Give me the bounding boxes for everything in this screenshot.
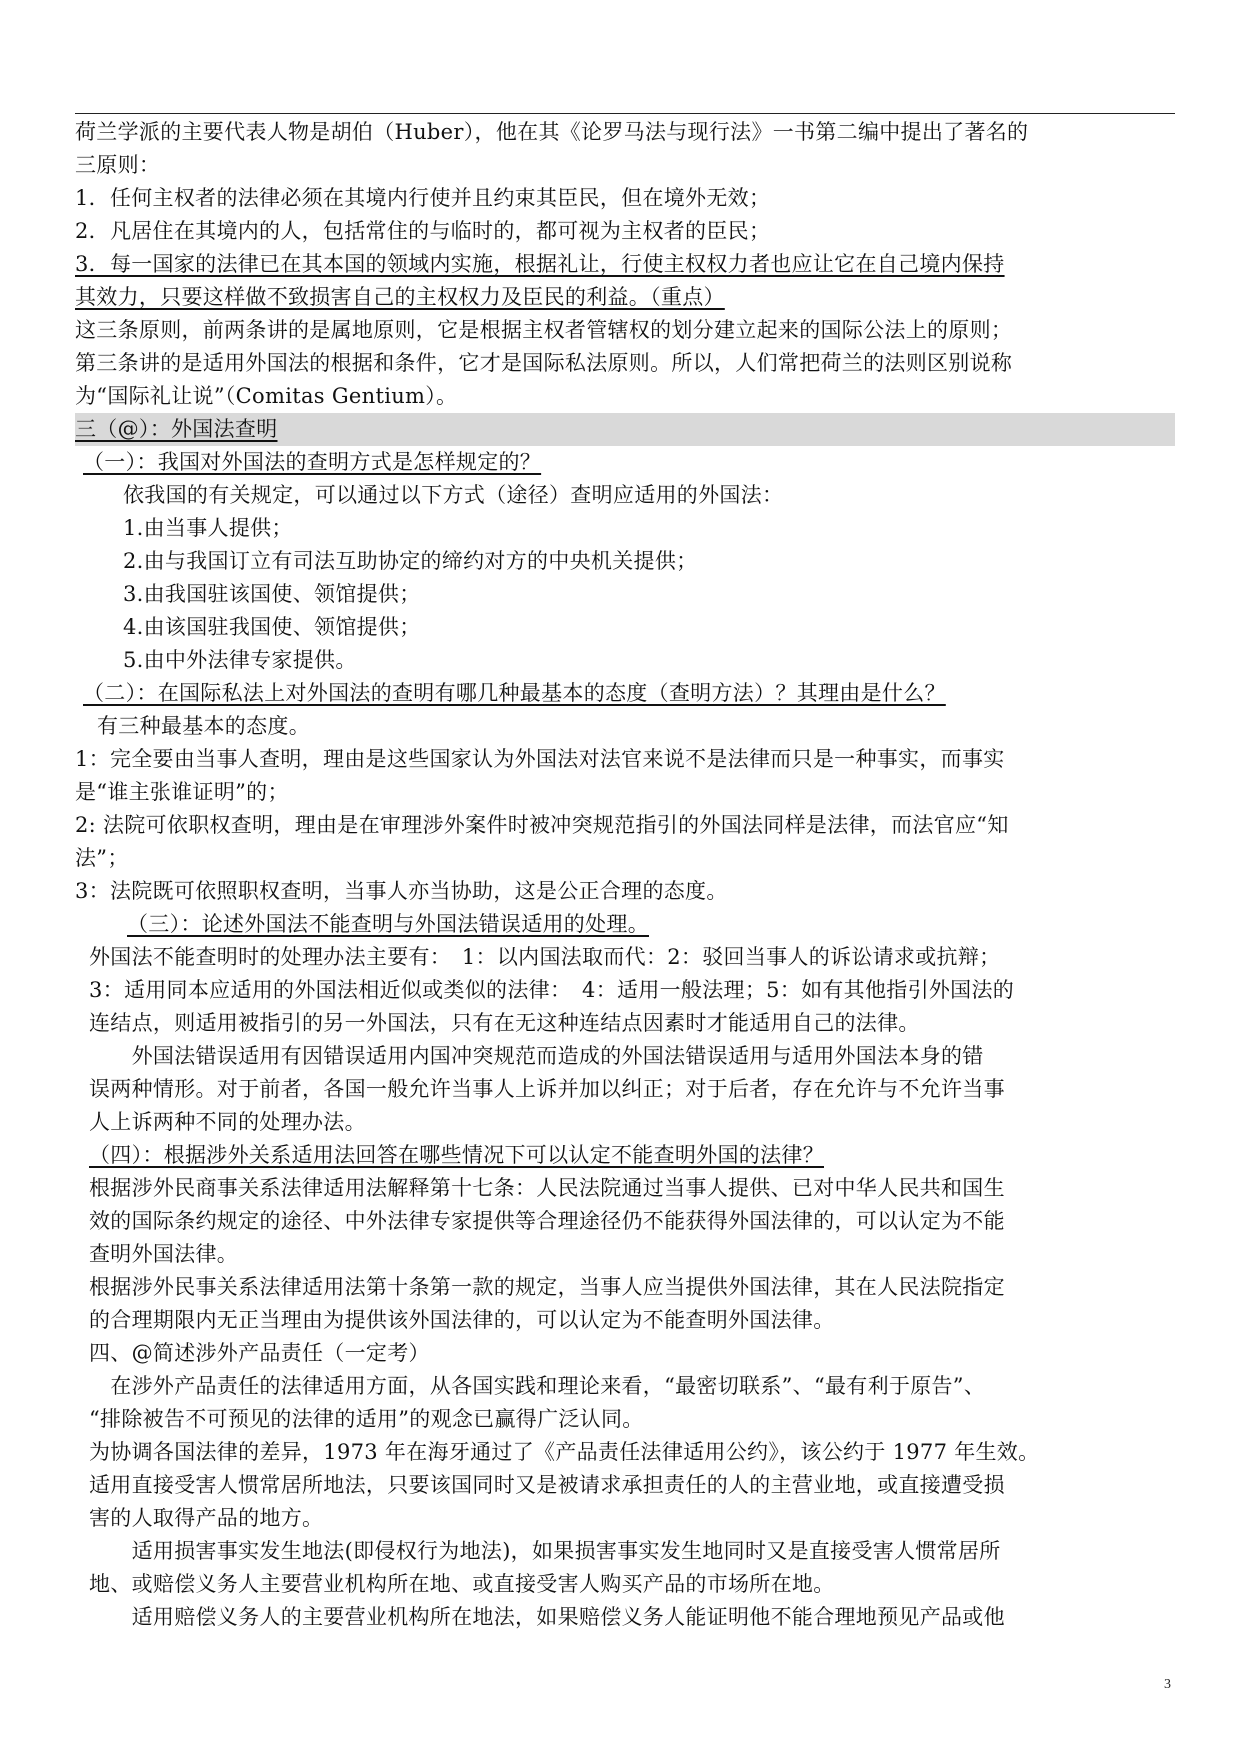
question-heading: （二）：在国际私法上对外国法的查明有哪几种最基本的态度（查明方法）？其理由是什么？ [83, 681, 946, 705]
body-text-line: 5.由中外法律专家提供。 [123, 648, 357, 672]
body-text-line: 适用赔偿义务人的主要营业机构所在地法，如果赔偿义务人能证明他不能合理地预见产品或他 [89, 1605, 1005, 1629]
body-text-line: 人上诉两种不同的处理办法。 [89, 1110, 366, 1134]
body-text-line: 根据涉外民商事关系法律适用法解释第十七条：人民法院通过当事人提供、已对中华人民共和国生 [89, 1176, 1005, 1200]
body-text-line: 适用直接受害人惯常居所地法，只要该国同时又是被请求承担责任的人的主营业地，或直接遭受损 [89, 1473, 1005, 1497]
page-number: 3 [1164, 1677, 1171, 1692]
body-text-line: 连结点，则适用被指引的另一外国法，只有在无这种连结点因素时才能适用自己的法律。 [89, 1011, 920, 1035]
header-rule [75, 113, 1175, 114]
body-text-line: 外国法错误适用有因错误适用内国冲突规范而造成的外国法错误适用与适用外国法本身的错 [89, 1044, 984, 1068]
question-heading: （一）：我国对外国法的查明方式是怎样规定的？ [83, 450, 542, 474]
body-text-line: 1：完全要由当事人查明，理由是这些国家认为外国法对法官来说不是法律而只是一种事实，而事实 [75, 747, 1005, 771]
body-text-line: 依我国的有关规定，可以通过以下方式（途径）查明应适用的外国法： [123, 483, 784, 507]
body-text-line: 有三种最基本的态度。 [97, 714, 310, 738]
body-text-line: 1．任何主权者的法律必须在其境内行使并且约束其臣民，但在境外无效； [75, 186, 771, 210]
body-text-line: 三原则： [75, 153, 161, 177]
body-text-line: 为协调各国法律的差异，1973 年在海牙通过了《产品责任法律适用公约》，该公约于 1977 年生效。 [89, 1440, 1040, 1464]
body-text-line: 3.由我国驻该国使、领馆提供； [123, 582, 421, 606]
body-text-line: 荷兰学派的主要代表人物是胡伯（Huber），他在其《论罗马法与现行法》一书第二编中提出了著名的 [75, 120, 1029, 144]
question-heading: （四）：根据涉外关系适用法回答在哪些情况下可以认定不能查明外国的法律？ [89, 1143, 824, 1167]
body-text-line: 4.由该国驻我国使、领馆提供； [123, 615, 421, 639]
body-text-line: 3：法院既可依照职权查明，当事人亦当协助，这是公正合理的态度。 [75, 879, 728, 903]
body-text-line: 2．凡居住在其境内的人，包括常住的与临时的，都可视为主权者的臣民； [75, 219, 771, 243]
body-text-line: 是“谁主张谁证明”的； [75, 780, 289, 804]
emphasis-line: 其效力，只要这样做不致损害自己的主权权力及臣民的利益。（重点） [75, 285, 725, 309]
body-text-line: 适用损害事实发生地法(即侵权行为地法)，如果损害事实发生地同时又是直接受害人惯常居所 [89, 1539, 1001, 1563]
body-text-line: 第三条讲的是适用外国法的根据和条件，它才是国际私法原则。所以，人们常把荷兰的法则区别说称 [75, 351, 1013, 375]
body-text-line: 根据涉外民事关系法律适用法第十条第一款的规定，当事人应当提供外国法律，其在人民法院指定 [89, 1275, 1005, 1299]
body-text-line: 查明外国法律。 [89, 1242, 239, 1266]
question-heading: （三）：论述外国法不能查明与外国法错误适用的处理。 [127, 912, 649, 936]
body-text-line: 这三条原则，前两条讲的是属地原则，它是根据主权者管辖权的划分建立起来的国际公法上的原则； [75, 318, 1013, 342]
body-text-line: 为“国际礼让说”（Comitas Gentium）。 [75, 384, 458, 408]
body-text-line: 误两种情形。对于前者，各国一般允许当事人上诉并加以纠正；对于后者，存在允许与不允许当事 [89, 1077, 1005, 1101]
body-text-line: 2.由与我国订立有司法互助协定的缔约对方的中央机关提供； [123, 549, 698, 573]
body-text-line: 四、@简述涉外产品责任（一定考） [89, 1341, 430, 1365]
body-text-line: 地、或赔偿义务人主要营业机构所在地、或直接受害人购买产品的市场所在地。 [89, 1572, 835, 1596]
body-text-line: 的合理期限内无正当理由为提供该外国法律的，可以认定为不能查明外国法律。 [89, 1308, 835, 1332]
body-text-line: 害的人取得产品的地方。 [89, 1506, 324, 1530]
body-text-line: 2: 法院可依职权查明，理由是在审理涉外案件时被冲突规范指引的外国法同样是法律，而法官应“知 [75, 813, 1009, 837]
body-text-line: 法”； [75, 846, 129, 870]
body-text-line: 3：适用同本应适用的外国法相近似或类似的法律： 4：适用一般法理；5：如有其他指引外国法的 [89, 978, 1015, 1002]
body-text-line: 1.由当事人提供； [123, 516, 293, 540]
body-text-line: “排除被告不可预见的法律的适用”的观念已赢得广泛认同。 [89, 1407, 644, 1431]
emphasis-line: 3．每一国家的法律已在其本国的领域内实施，根据礼让，行使主权权力者也应让它在自己境内保持 [75, 252, 1005, 276]
body-text-line: 外国法不能查明时的处理办法主要有： 1：以内国法取而代：2：驳回当事人的诉讼请求或抗辩； [89, 945, 1001, 969]
document-body [75, 116, 1175, 1634]
section-heading: 三（@）：外国法查明 [75, 413, 1175, 446]
body-text-line: 在涉外产品责任的法律适用方面，从各国实践和理论来看，“最密切联系”、“最有利于原告”、 [89, 1374, 986, 1398]
body-text-line: 效的国际条约规定的途径、中外法律专家提供等合理途径仍不能获得外国法律的，可以认定为不能 [89, 1209, 1005, 1233]
